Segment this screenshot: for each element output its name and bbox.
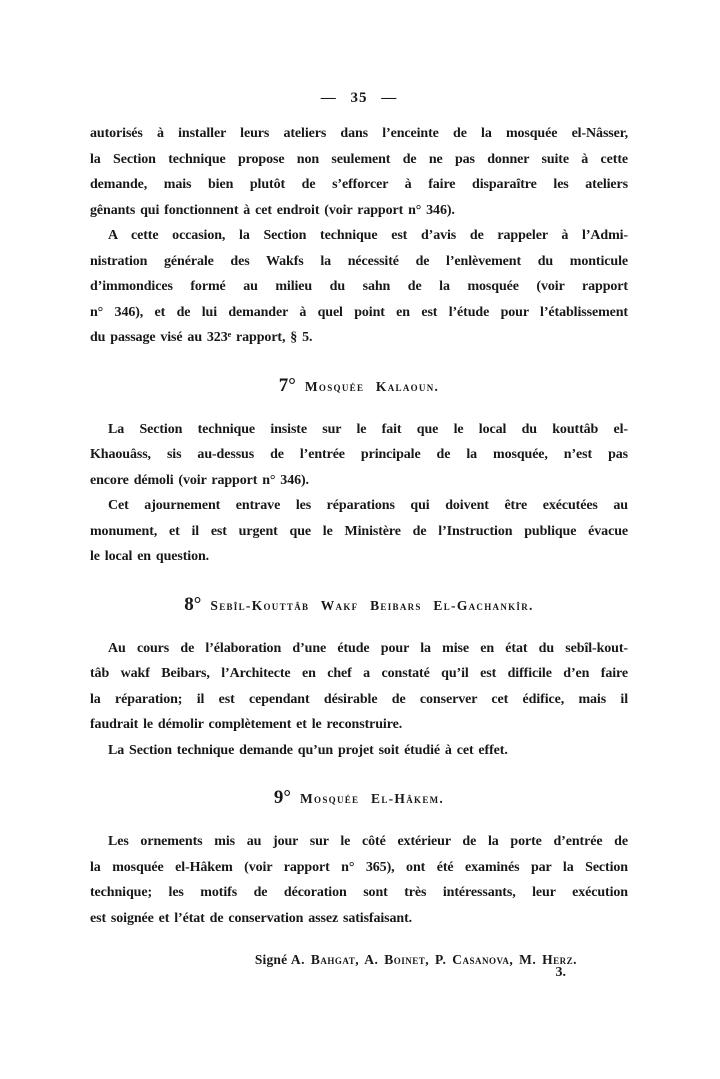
section-heading (90, 374, 628, 400)
section-heading (90, 786, 628, 812)
signature-prefix: Signé (254, 952, 291, 967)
heading-title: Sebîl-Kouttâb Wakf Beibars El-Gachankîr. (210, 597, 534, 613)
text-line: la réparation; il est cependant désirable de conserver cet édifice, mais il (90, 691, 628, 707)
text-line: la Section technique propose non seulement de ne pas donner suite à cette (90, 151, 628, 167)
text-line: technique; les motifs de décoration sont très intéressants, leur exécution (90, 885, 628, 900)
text-line: La Section technique insiste sur le fait que le local du kouttâb el- (108, 421, 628, 437)
paragraph (90, 636, 628, 738)
text-block (90, 121, 628, 970)
text-line: gênants qui fonctionnent à cet endroit (voir rapport n° 346). (90, 202, 455, 218)
text-line: n° 346), et de lui demander à quel point en est l’étude pour l’établissement (90, 304, 628, 320)
heading-number: 9° (273, 787, 291, 808)
paragraph (90, 493, 628, 570)
text-line: encore démoli (voir rapport n° 346). (90, 472, 309, 488)
text-line: le local en question. (90, 549, 210, 564)
text-line: la mosquée el-Hâkem (voir rapport n° 365), ont été examinés par la Section (90, 859, 628, 875)
text-line: autorisés à installer leurs ateliers dans l’enceinte de la mosquée el-Nâsser, (90, 126, 628, 141)
sheet-number: 3. (555, 965, 566, 980)
section-heading (90, 593, 628, 619)
text-line: faudrait le démolir complètement et le reconstruire. (90, 717, 403, 732)
text-line: A cette occasion, la Section technique est d’avis de rappeler à l’Admi- (108, 228, 628, 243)
paragraph (90, 417, 628, 494)
text-line: demande, mais bien plutôt de s’efforcer à faire disparaître les ateliers (90, 177, 628, 192)
paragraph (90, 223, 628, 351)
text-line: La Section technique demande qu’un projet soit étudié à cet effet. (108, 742, 508, 758)
heading-title: Mosquée Kalaoun. (304, 378, 440, 394)
heading-title: Mosquée El-Hâkem. (300, 791, 445, 806)
text-line: Au cours de l’élaboration d’une étude pour la mise en état du sebîl-kout- (108, 640, 628, 656)
signature-names: A. Bahgat, A. Boinet, P. Casanova, M. Herz. (290, 952, 577, 967)
text-line: du passage visé au 323ᵉ rapport, § 5. (90, 330, 313, 345)
text-line: tâb wakf Beibars, l’Architecte en chef a constaté qu’il est difficile d’en faire (90, 666, 628, 681)
text-line: est soignée et l’état de conservation assez satisfaisant. (90, 910, 413, 926)
paragraph (90, 829, 628, 931)
text-line: Khaouâss, sis au-dessus de l’entrée principale de la mosquée, n’est pas (90, 447, 628, 462)
text-line: monument, et il est urgent que le Ministère de l’Instruction publique évacue (90, 523, 628, 539)
text-line: Les ornements mis au jour sur le côté extérieur de la porte d’entrée de (108, 834, 628, 849)
heading-number: 7° (278, 374, 296, 396)
page-number-header: — 35 — (320, 90, 398, 106)
heading-number: 8° (184, 593, 202, 615)
paragraph (90, 738, 628, 764)
text-line: Cet ajournement entrave les réparations qui doivent être exécutées au (108, 498, 628, 513)
paragraph (90, 121, 628, 223)
text-line: nistration générale des Wakfs la nécessité de l’enlèvement du monticule (90, 253, 628, 269)
text-line: d’immondices formé au milieu du sahn de la mosquée (voir rapport (90, 279, 628, 294)
